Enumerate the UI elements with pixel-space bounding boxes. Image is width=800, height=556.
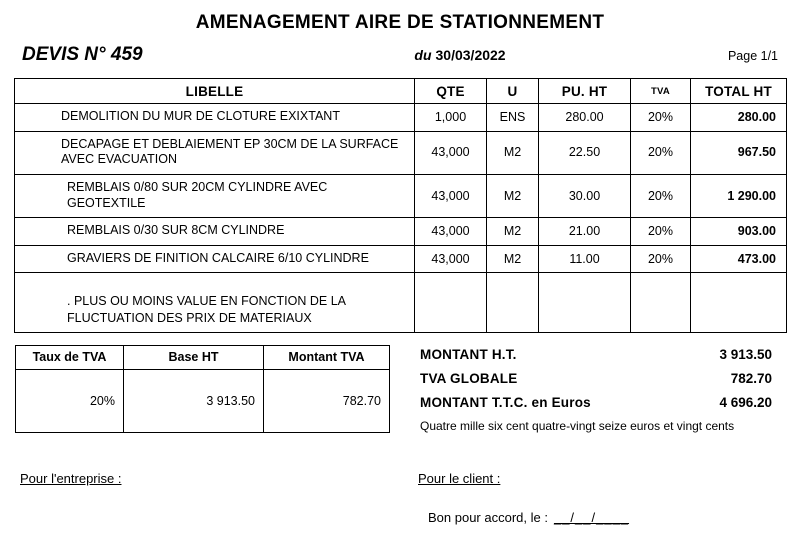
total-tva-line — [420, 371, 786, 386]
table-row — [15, 218, 787, 246]
column-header-pu-ht: PU. HT — [539, 79, 631, 104]
item-description: DEMOLITION DU MUR DE CLOTURE EXIXTANT — [15, 104, 415, 132]
document-header — [14, 44, 786, 66]
item-qty: 43,000 — [415, 174, 487, 217]
total-ht-line — [420, 347, 786, 362]
note-blank-u — [487, 273, 539, 333]
item-description: DECAPAGE ET DEBLAIEMENT EP 30CM DE LA SURFACE AVEC EVACUATION — [15, 131, 415, 174]
item-qty: 43,000 — [415, 245, 487, 273]
total-ht-label: MONTANT H.T. — [420, 346, 517, 362]
item-total: 1 290.00 — [691, 174, 787, 217]
item-description: GRAVIERS DE FINITION CALCAIRE 6/10 CYLINDRE — [15, 245, 415, 273]
line-items-table — [14, 78, 787, 333]
quote-date — [252, 47, 668, 63]
item-description: REMBLAIS 0/30 SUR 8CM CYLINDRE — [15, 218, 415, 246]
tva-base-value: 3 913.50 — [124, 369, 264, 432]
table-row — [15, 104, 787, 132]
tva-amount-value: 782.70 — [264, 369, 390, 432]
signature-section — [14, 471, 786, 525]
column-header-tva: TVA — [631, 79, 691, 104]
item-total: 903.00 — [691, 218, 787, 246]
item-unit: ENS — [487, 104, 539, 132]
tva-row — [16, 369, 390, 432]
total-tva-value: 782.70 — [730, 370, 772, 386]
item-qty: 1,000 — [415, 104, 487, 132]
column-header-base-ht: Base HT — [124, 345, 264, 369]
table-row — [15, 245, 787, 273]
item-tva-rate: 20% — [631, 218, 691, 246]
page-indicator: Page 1/1 — [727, 49, 778, 63]
signature-company-label: Pour l'entreprise : — [20, 470, 122, 486]
item-tva-rate: 20% — [631, 131, 691, 174]
total-ttc-line — [420, 395, 786, 410]
table-header-row — [15, 79, 787, 104]
note-blank-qte — [415, 273, 487, 333]
table-row — [15, 131, 787, 174]
signature-client — [410, 471, 786, 525]
item-tva-rate: 20% — [631, 245, 691, 273]
note-blank-pu — [539, 273, 631, 333]
signature-client-label: Pour le client : — [418, 470, 501, 486]
quote-number: DEVIS N° 459 — [22, 44, 143, 65]
item-unit: M2 — [487, 174, 539, 217]
item-unit-price: 21.00 — [539, 218, 631, 246]
item-total: 473.00 — [691, 245, 787, 273]
item-tva-rate: 20% — [631, 174, 691, 217]
tva-breakdown-table — [15, 345, 390, 433]
agreement-label: Bon pour accord, le : — [428, 509, 548, 525]
total-ttc-value: 4 696.20 — [719, 394, 772, 410]
column-header-total-ht: TOTAL HT — [691, 79, 787, 104]
quote-document — [0, 8, 800, 556]
column-header-taux-tva: Taux de TVA — [16, 345, 124, 369]
table-note-row — [15, 273, 787, 333]
column-header-montant-tva: Montant TVA — [264, 345, 390, 369]
item-unit: M2 — [487, 218, 539, 246]
total-tva-label: TVA GLOBALE — [420, 370, 518, 386]
totals-block — [390, 345, 786, 433]
item-unit-price: 11.00 — [539, 245, 631, 273]
total-ht-value: 3 913.50 — [719, 346, 772, 362]
item-qty: 43,000 — [415, 218, 487, 246]
summary-section — [14, 345, 786, 433]
item-qty: 43,000 — [415, 131, 487, 174]
page-title: AMENAGEMENT AIRE DE STATIONNEMENT — [195, 12, 605, 33]
note-blank-tva — [631, 273, 691, 333]
item-unit: M2 — [487, 131, 539, 174]
column-header-qte: QTE — [415, 79, 487, 104]
signature-company — [14, 471, 410, 525]
column-header-libelle: LIBELLE — [15, 79, 415, 104]
date-prefix: du — [414, 47, 432, 63]
item-unit: M2 — [487, 245, 539, 273]
date-value: 30/03/2022 — [435, 47, 506, 63]
item-description: REMBLAIS 0/80 SUR 20CM CYLINDRE AVEC GEOTEXTILE — [15, 174, 415, 217]
tva-header-row — [16, 345, 390, 369]
item-total: 280.00 — [691, 104, 787, 132]
item-unit-price: 22.50 — [539, 131, 631, 174]
total-ttc-label: MONTANT T.T.C. en Euros — [420, 394, 591, 410]
item-unit-price: 30.00 — [539, 174, 631, 217]
agreement-line — [418, 510, 786, 525]
item-unit-price: 280.00 — [539, 104, 631, 132]
column-header-u: U — [487, 79, 539, 104]
item-note: . PLUS OU MOINS VALUE EN FONCTION DE LA FLUCTUATION DES PRIX DE MATERIAUX — [15, 273, 415, 333]
agreement-date-blank: __/__/____ — [553, 509, 630, 525]
item-total: 967.50 — [691, 131, 787, 174]
item-tva-rate: 20% — [631, 104, 691, 132]
amount-in-words: Quatre mille six cent quatre-vingt seize euros et vingt cents — [420, 418, 735, 433]
table-row — [15, 174, 787, 217]
tva-rate-value: 20% — [16, 369, 124, 432]
note-blank-total — [691, 273, 787, 333]
